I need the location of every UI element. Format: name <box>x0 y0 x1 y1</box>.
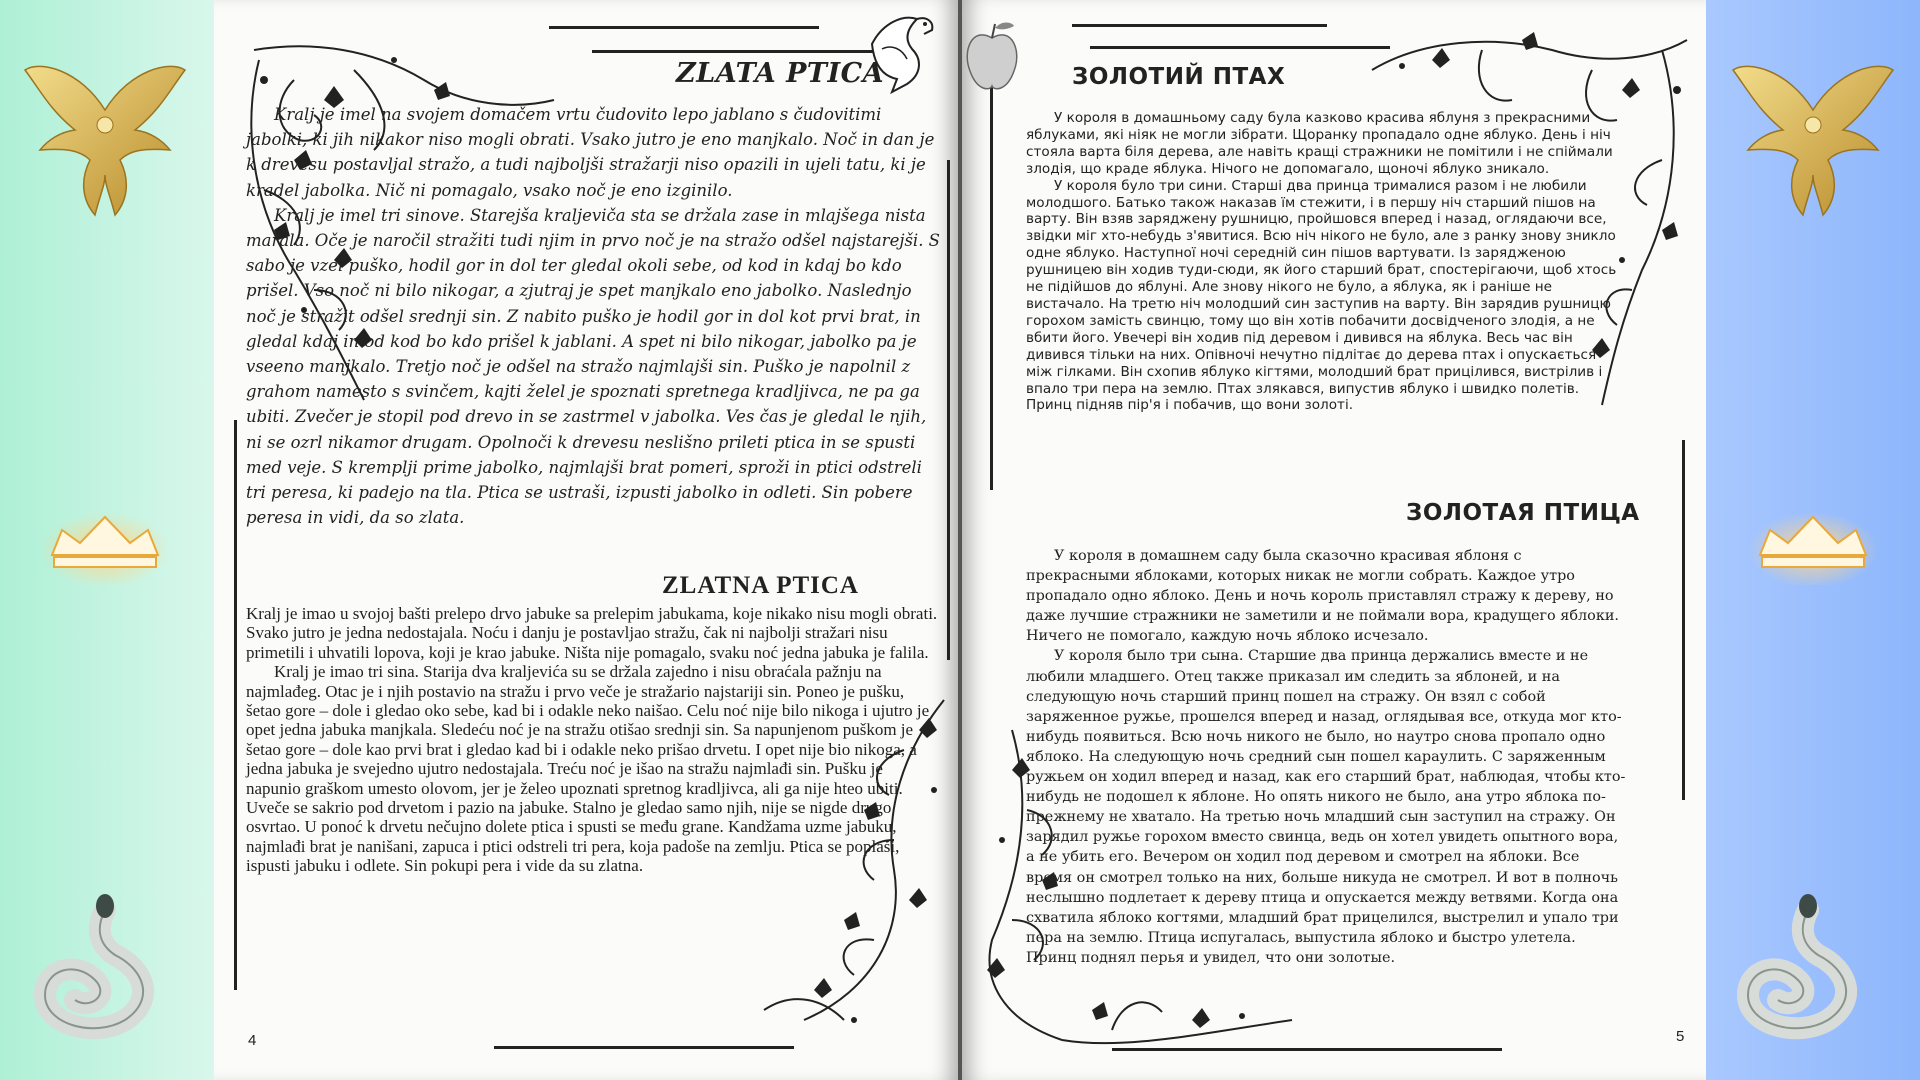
ukrainian-title: ЗОЛОТИЙ ПТАХ <box>1072 64 1286 90</box>
top-rule <box>1072 24 1327 27</box>
crown-icon <box>1748 505 1878 585</box>
slovene-body <box>246 102 940 530</box>
side-rule <box>1682 440 1685 800</box>
paragraph: Kralj je imel na svojem domačem vrtu čudovito lepo jablano s čudovitimi jabolki, ki jih nikakor niso mogli obrati. Vsako jutro je eno manjkalo. Noč in dan je k drevesu postavljal stražo, a tudi najboljši stražarji niso opazili in ujeli tatu, ki je kradel jabolka. Nič ni pomagalo, vsako noč je eno izginilo. <box>246 105 935 200</box>
paragraph: Kralj je imao u svojoj bašti prelepo drvo jabuke sa prelepim jabukama, koje nikako nisu mogli obrati. Svako jutro je jedna nedostajala. Noću i danju je postavljao stražu, čak ni najbolji stražari nisu primetili i uhvatili lopova, koji je krao jabuke. Ništa nije pomagalo, svaku noć jedna jabuka je falila. <box>246 604 938 662</box>
russian-title: ЗОЛОТАЯ ПТИЦА <box>1406 500 1640 526</box>
apple-icon <box>962 16 1022 96</box>
paragraph: Kralj je imao tri sina. Starija dva kraljevića su se držala zajedno i nisu obraćala pažnju na najmlađeg. Otac je i njih postavio na stražu i prvo veče je stražario najstariji sin. Poneo je pušku, šetao gore – dole i gledao oko sebe, kad bi i odakle neko naišao. Celu noć nije bilo nikoga i ujutro je opet jedna jabuka manjkala. Sledeću noć je na stražu otišao srednji sin. Sa napunjenom puškom je šetao gore – dole kao prvi brat i gledao kad bi i odakle neko prišao drvetu. I opet nije bio nikoga, a jedna jabuka je svejedno ujutro nedostajala. Treću noć je išao na stražu najmlađi sin. Pušku je napunio graškom umesto olovom, jer je želeo upoznati spretnog kradljivca, ali ga nije hteo ubiti. Uveče se sakrio pod drvetom i pazio na jabuke. Stalno je gledao samo njih, nije se nigde drugo osvrtao. U ponoć k drvetu nečujno dolete ptica i spusti se među grane. Kandžama uzme jabuku, najmlađi brat je nanišani, zapuca i ptici odstreli tri pera, koja padoše na zemlju. Ptica se poplaši, ispusti jabuku i odlete. Sin pokupi pera i vide da su zlatna. <box>246 662 930 876</box>
phoenix-icon <box>1728 50 1898 220</box>
left-page <box>214 0 958 1080</box>
russian-body <box>1026 546 1626 968</box>
snake-icon <box>25 890 195 1040</box>
left-side-strip <box>0 0 214 1080</box>
ukrainian-body <box>1026 110 1626 414</box>
crown-icon <box>40 505 170 585</box>
right-page <box>962 0 1706 1080</box>
paragraph: У короля в домашнем саду была сказочно красивая яблоня с прекрасными яблоками, которых никак не могли собрать. Каждое утро пропадало одно яблоко. День и ночь король приставлял стражу к дереву, но даже лучшие стражники не заметили и не поймали вора, крадущего яблоки. Ничего не помогало, каждую ночь яблоко исчезало. <box>1026 548 1620 645</box>
serbian-title: ZLATNA PTICA <box>662 572 859 599</box>
phoenix-icon <box>20 50 190 220</box>
serbian-body <box>246 604 940 876</box>
paragraph: Kralj je imel tri sinove. Starejša kraljeviča sta se držala zase in mlajšega nista marala. Oče je naročil stražiti tudi njim in prvo noč je na stražo odšel najstarejši. S sabo je vzel puško, hodil gor in dol ter gledal okoli sebe, od kod in kdaj bo kdo prišel. Vso noč ni bilo nikogar, a zjutraj je spet manjkalo eno jabolko. Naslednjo noč je stražit odšel srednji sin. Z nabito puško je hodil gor in dol kot prvi brat, in gledal kdaj in od kod bo kdo prišel k jablani. A spet ni bilo nikogar, jabolko pa je vseeno manjkalo. Tretjo noč je odšel na stražo najmlajši sin. Puško je napolnil z grahom namesto s svinčem, kajti želel je spoznati spretnega kradljivca, ne pa ga ubiti. Zvečer je stopil pod drevo in se zastrmel v jabolka. Ves čas je gledal le njih, ni se ozrl nikamor drugam. Opolnoči k drevesu neslišno prileti ptica in se spusti med veje. S kremplji prime jabolko, najmlajši brat pomeri, sproži in ptici odstreli tri peresa, ki padejo na tla. Ptica se ustraši, izpusti jabolko in odleti. Sin pobere peresa in vidi, da so zlata. <box>246 205 940 528</box>
snake-icon <box>1728 890 1898 1040</box>
side-rule <box>947 160 950 660</box>
side-rule <box>234 420 237 990</box>
paragraph: У короля було три сини. Старші два принца трималися разом і не любили молодшого. Батько також наказав їм стежити, і в першу ніч старший пішов на варту. Він взяв заряджену рушницю, пройшовся вперед і назад, оглядаючи все, звідки міг хто-небудь з'явитися. Всю ніч нікого не було, але з ранку знову зникло одне яблуко. Наступної ночі середній син пішов вартувати. Із зарядженою рушницею він ходив туди-сюди, як його старший брат, спостерігаючи, щоб хтось не підійшов до яблуні. Але знову нікого не було, а яблука, як і раніше не вистачало. На третю ніч молодший син заступив на варту. Він зарядив рушницю горохом замість свинцю, тому що він хотів побачити досвідченого злодія, а не вбити його. Увечері він ходив під деревом і дивився на яблука. Весь час він дивився тільки на них. Опівночі нечутно підлітає до дерева птах і опускається між гілками. Він схопив яблуко кігтями, молодший брат прицілився, вистрілив і впало три пера на землю. Птах злякався, випустив яблуко і швидко полетів. Принц підняв пір'я і побачив, що вони золоті. <box>1026 177 1617 414</box>
top-rule <box>549 26 819 29</box>
page-number: 4 <box>248 1032 257 1049</box>
top-rule <box>592 50 902 53</box>
slovene-title: ZLATA PTICA <box>676 58 885 89</box>
top-rule <box>1090 46 1390 49</box>
right-side-strip <box>1706 0 1920 1080</box>
paragraph: У короля в домашньому саду була казково красива яблуня з прекрасними яблуками, які ніяк не могли зібрати. Щоранку пропадало одне яблуко. День і ніч стояла варта біля дерева, але навіть кращі стражники не помітили і не спіймали злодія, що краде яблука. Нічого не допомагало, щоночі яблуко зникало. <box>1026 110 1613 177</box>
side-rule <box>990 70 993 490</box>
book-spread <box>214 0 1706 1080</box>
page-number: 5 <box>1676 1028 1685 1045</box>
bottom-rule <box>494 1046 794 1049</box>
paragraph: У короля было три сына. Старшие два принца держались вместе и не любили младшего. Отец также приказал им следить за яблоней, и на следующую ночь старший принц пошел на стражу. Он взял с собой заряженное ружье, прошелся вперед и назад, оглядывая все, откуда мог кто-нибудь появиться. Всю ночь никого не было, но наутро снова пропало одно яблоко. На следующую ночь средний сын пошел караулить. С заряженным ружьем он ходил вперед и назад, как его старший брат, наблюдая, чтобы кто-нибудь не подошел к яблоне. Но опять никого не было, ана утро яблока по-прежнему не хватало. На третью ночь младший сын заступил на стражу. Он зарядил ружье горохом вместо свинца, ведь он хотел увидеть опытного вора, а не убить его. Вечером он ходил под деревом и смотрел на яблоки. Все время он смотрел только на них, больше никуда не смотрел. И вот в полночь неслышно подлетает к дереву птица и опускается между ветвями. Когда она схватила яблоко когтями, младший брат прицелился, выстрелил и упало три пера на землю. Птица испугалась, выпустила яблоко и быстро улетела. Принц поднял перья и увидел, что они золотые. <box>1026 648 1626 966</box>
